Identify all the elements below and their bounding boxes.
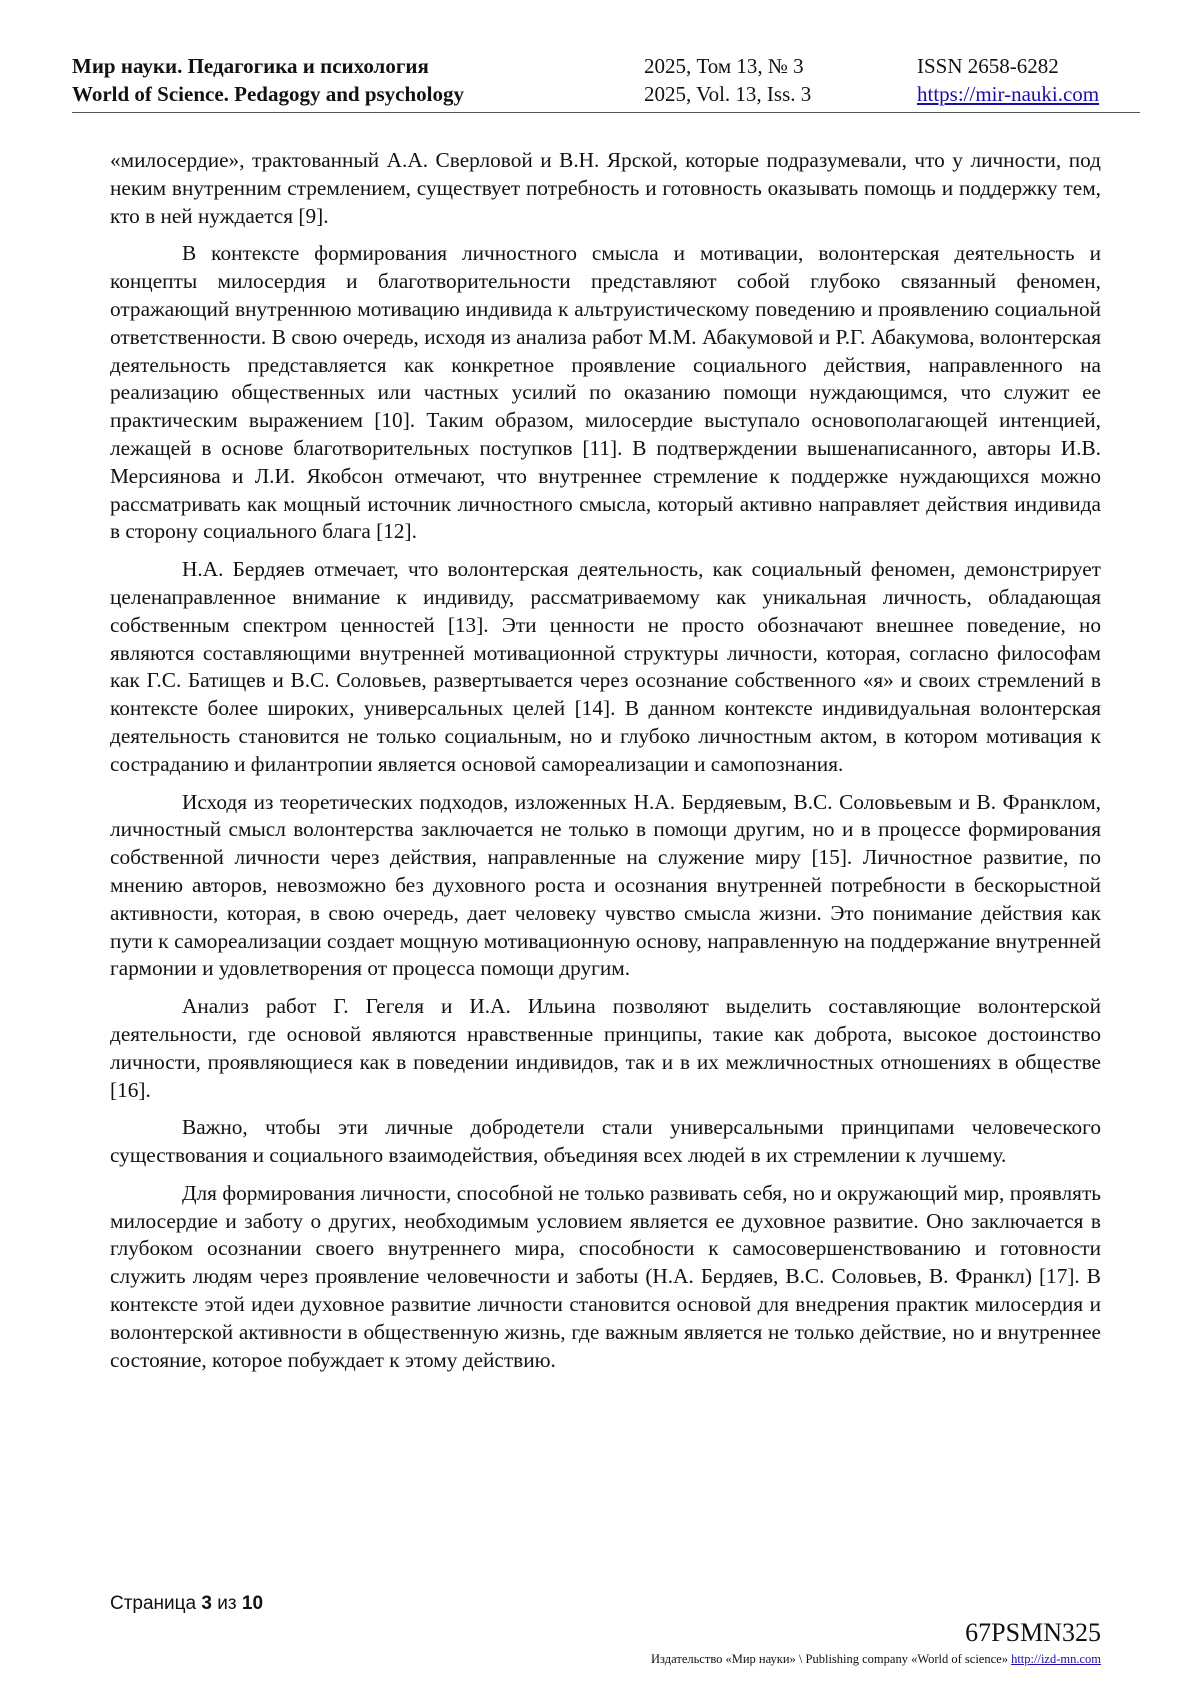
page-total: 10 [241, 1593, 264, 1614]
body-paragraph-6: Важно, чтобы эти личные добродетели стали универсальными принципами человеческого существования и социального взаимодействия, объединяя всех людей в их стремлении к лучшему. [110, 1115, 1101, 1168]
issn: ISSN 2658-6282 [917, 54, 1059, 78]
body-paragraph-5: Анализ работ Г. Гегеля и И.А. Ильина позволяют выделить составляющие волонтерской деятельности, где основой являются нравственные принципы, такие как доброта, высокое достоинство личности, проявляющиеся как в поведении индивидов, так и в их межличностных отношениях в обществе [16]. [110, 994, 1101, 1102]
issn-block [917, 52, 1099, 108]
publisher-line [651, 1651, 1101, 1667]
journal-title-en: World of Science. Pedagogy and psychology [72, 82, 465, 106]
body-paragraph-2: В контексте формирования личностного смысла и мотивации, волонтерская деятельность и концепты милосердия и благотворительности представляют собой глубоко связанный феномен, отражающий внутреннюю мотивацию индивида к альтруистическому поведению и проявлению социальной ответственности. В свою очередь, исходя из анализа работ М.М. Абакумовой и Р.Г. Абакумова, волонтерская деятельность представляется как конкретное проявление социального действия, направленного на реализацию общественных или частных усилий по оказанию помощи нуждающимся, что служит ее практическим выражением [10]. Таким образом, милосердие выступало основополагающей интенцией, лежащей в основе благотворительных поступков [11]. В подтверждении вышенаписанного, авторы И.В. Мерсиянова и Л.И. Якобсон отмечают, что внутреннее стремление к поддержке нуждающихся можно рассматривать как мощный источник личностного смысла, который активно направляет действия индивида в сторону социального блага [12]. [110, 241, 1101, 544]
publisher-name: Издательство «Мир науки» \ Publishing company «World of science» [651, 1652, 1008, 1666]
body-paragraph-3: Н.А. Бердяев отмечает, что волонтерская деятельность, как социальный феномен, демонстрирует целенаправленное внимание к индивиду, рассматриваемому как уникальная личность, обладающая собственным спектром ценностей [13]. Эти ценности не просто обозначают внешнее поведение, но являются составляющими внутренней мотивационной структуры личности, которая, согласно философам как Г.С. Батищев и В.С. Соловьев, развертывается через осознание собственного «я» и своих стремлений в контексте более широких, универсальных целей [14]. В данном контексте индивидуальная волонтерская деятельность становится не только социальным, но и глубоко личностным актом, в котором мотивация к состраданию и филантропии является основой самореализации и самопознания. [110, 557, 1101, 776]
page-separator: из [217, 1593, 237, 1614]
journal-title [72, 52, 464, 108]
body-paragraph-1: «милосердие», трактованный А.А. Сверловой и В.Н. Ярской, которые подразумевали, что у личности, под неким внутренним стремлением, существует потребность и готовность оказывать помощь и поддержку тем, кто в ней нуждается [9]. [110, 148, 1101, 228]
body-paragraph-7: Для формирования личности, способной не только развивать себя, но и окружающий мир, проявлять милосердие и заботу о других, необходимым условием является ее духовное развитие. Оно заключается в глубоком осознании своего внутреннего мира, способности к самосовершенствованию и готовности служить людям через проявление человечности и заботы (Н.А. Бердяев, В.С. Соловьев, В. Франкл) [17]. В контексте этой идеи духовное развитие личности становится основой для внедрения практик милосердия и волонтерской активности в общественную жизнь, где важным является не только действие, но и внутреннее состояние, которое побуждает к этому действию. [110, 1180, 1101, 1372]
page-current: 3 [201, 1593, 212, 1614]
page-header [72, 52, 1140, 113]
body-paragraph-4: Исходя из теоретических подходов, изложенных Н.А. Бердяевым, В.С. Соловьевым и В. Франклом, личностный смысл волонтерства заключается не только в помощи другим, но и в процессе формирования собственной личности через действия, направленные на служение миру [15]. Личностное развитие, по мнению авторов, невозможно без духовного роста и осознания внутренней потребности в бескорыстной активности, которая, в свою очередь, дает человеку чувство смысла жизни. Это понимание действия как пути к самореализации создает мощную мотивационную основу, направленную на поддержание внутренней гармонии и удовлетворения от процесса помощи другим. [110, 789, 1101, 981]
article-code: 67PSMN325 [965, 1618, 1101, 1647]
page-label: Страница [110, 1593, 197, 1614]
journal-url-link[interactable]: https://mir-nauki.com [917, 82, 1100, 106]
article-body [110, 147, 1101, 1384]
page-counter [110, 1592, 263, 1616]
publisher-url-link[interactable]: http://izd-mn.com [1011, 1652, 1101, 1666]
issue-info [644, 52, 811, 108]
issue-info-en: 2025, Vol. 13, Iss. 3 [644, 82, 812, 106]
journal-title-ru: Мир науки. Педагогика и психология [72, 54, 429, 78]
issue-info-ru: 2025, Том 13, № 3 [644, 54, 804, 78]
